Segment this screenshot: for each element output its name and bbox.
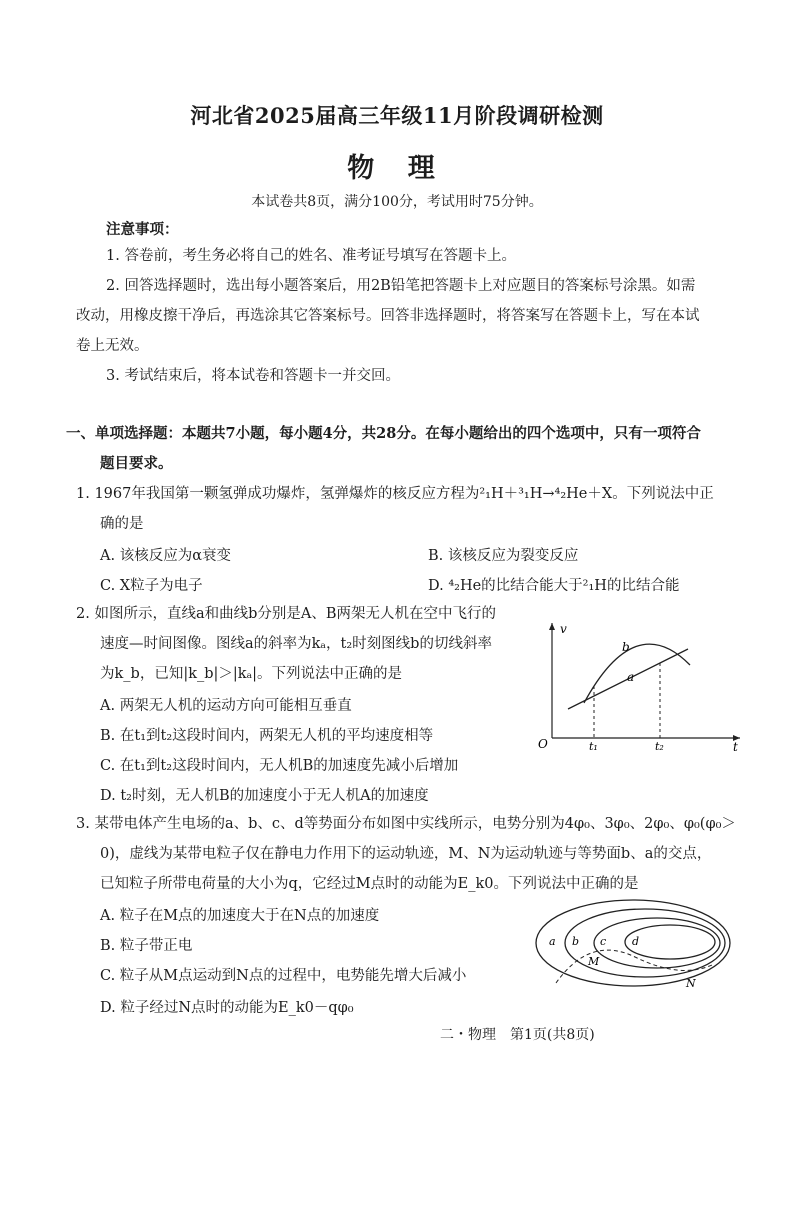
- point-n-label: N: [686, 977, 696, 990]
- notice-item-3: 3. 考试结束后，将本试卷和答题卡一并交回。: [106, 368, 400, 384]
- q3-stem: 3. 某带电体产生电场的a、b、c、d等势面分布如图中实线所示，电势分别为4φ₀、3φ₀、2φ₀、φ₀(φ₀＞: [76, 816, 736, 832]
- q1-stem: 1. 1967年我国第一颗氢弹成功爆炸，氢弹爆炸的核反应方程为²₁H＋³₁H→⁴₂He＋X。下列说法中正: [76, 486, 714, 502]
- curve-b: [584, 644, 690, 703]
- exam-info: 本试卷共8页，满分100分，考试用时75分钟。: [251, 194, 543, 210]
- label-d: d: [632, 935, 640, 948]
- q1-stem-cont: 确的是: [100, 516, 144, 532]
- label-a: a: [549, 935, 556, 948]
- section-heading: 一、单项选择题：本题共7小题，每小题4分，共28分。在每小题给出的四个选项中，只有一项符合: [66, 425, 701, 442]
- q1-option-b: B. 该核反应为裂变反应: [428, 548, 579, 564]
- q2-vt-graph: [530, 615, 745, 755]
- q2-option-a: A. 两架无人机的运动方向可能相互垂直: [100, 698, 352, 714]
- label-c: c: [600, 935, 607, 948]
- q3-stem-cont: 0)，虚线为某带电粒子仅在静电力作用下的运动轨迹，M、N为运动轨迹与等势面b、a的交点，: [100, 846, 712, 862]
- q2-option-b: B. 在t₁到t₂这段时间内，两架无人机的平均速度相等: [100, 728, 434, 744]
- notice-item-1: 1. 答卷前，考生务必将自己的姓名、准考证号填写在答题卡上。: [106, 248, 516, 264]
- curve-a-label: a: [627, 670, 635, 684]
- q1-option-c: C. X粒子为电子: [100, 578, 203, 594]
- q3-option-b: B. 粒子带正电: [100, 938, 193, 954]
- v-axis-arrow: [549, 623, 555, 630]
- curve-b-label: b: [622, 640, 630, 654]
- page-footer: 二・物理 第1页(共8页): [440, 1027, 595, 1043]
- exam-title: 河北省2025届高三年级11月阶段调研检测: [190, 103, 604, 128]
- q3-equipotential-figure: [530, 895, 735, 995]
- q2-option-c: C. 在t₁到t₂这段时间内，无人机B的加速度先减小后增加: [100, 758, 459, 774]
- q2-option-d: D. t₂时刻，无人机B的加速度小于无人机A的加速度: [100, 788, 429, 804]
- section-heading-cont: 题目要求。: [100, 455, 173, 472]
- q3-option-a: A. 粒子在M点的加速度大于在N点的加速度: [100, 908, 380, 924]
- t1-label: t₁: [589, 740, 598, 753]
- q2-stem-end: 为k_b，已知|k_b|＞|kₐ|。下列说法中正确的是: [100, 666, 403, 682]
- point-m-label: M: [588, 955, 600, 968]
- subject-title: 物 理: [347, 153, 447, 184]
- origin-label: O: [538, 737, 548, 751]
- q3-option-d: D. 粒子经过N点时的动能为E_k0－qφ₀: [100, 1000, 354, 1016]
- notice-item-2-cont: 改动，用橡皮擦干净后，再选涂其它答案标号。回答非选择题时，将答案写在答题卡上，写在本试: [76, 308, 700, 324]
- q2-stem: 2. 如图所示，直线a和曲线b分别是A、B两架无人机在空中飞行的: [76, 606, 496, 622]
- q1-option-d: D. ⁴₂He的比结合能大于²₁H的比结合能: [428, 578, 680, 594]
- q3-stem-end: 已知粒子所带电荷量的大小为q，它经过M点时的动能为E_k0。下列说法中正确的是: [100, 876, 639, 892]
- label-b: b: [572, 935, 580, 948]
- v-axis-label: v: [560, 622, 567, 636]
- q2-stem-cont: 速度—时间图像。图线a的斜率为kₐ，t₂时刻图线b的切线斜率: [100, 636, 492, 652]
- notice-item-2: 2. 回答选择题时，选出每小题答案后，用2B铅笔把答题卡上对应题目的答案标号涂黑。如需: [106, 278, 696, 294]
- q3-option-c: C. 粒子从M点运动到N点的过程中，电势能先增大后减小: [100, 968, 467, 984]
- t2-label: t₂: [655, 740, 664, 753]
- t-axis-label: t: [733, 740, 738, 754]
- notice-item-2-end: 卷上无效。: [76, 338, 149, 354]
- notice-heading: 注意事项：: [106, 221, 179, 238]
- q1-option-a: A. 该核反应为α衰变: [100, 548, 231, 564]
